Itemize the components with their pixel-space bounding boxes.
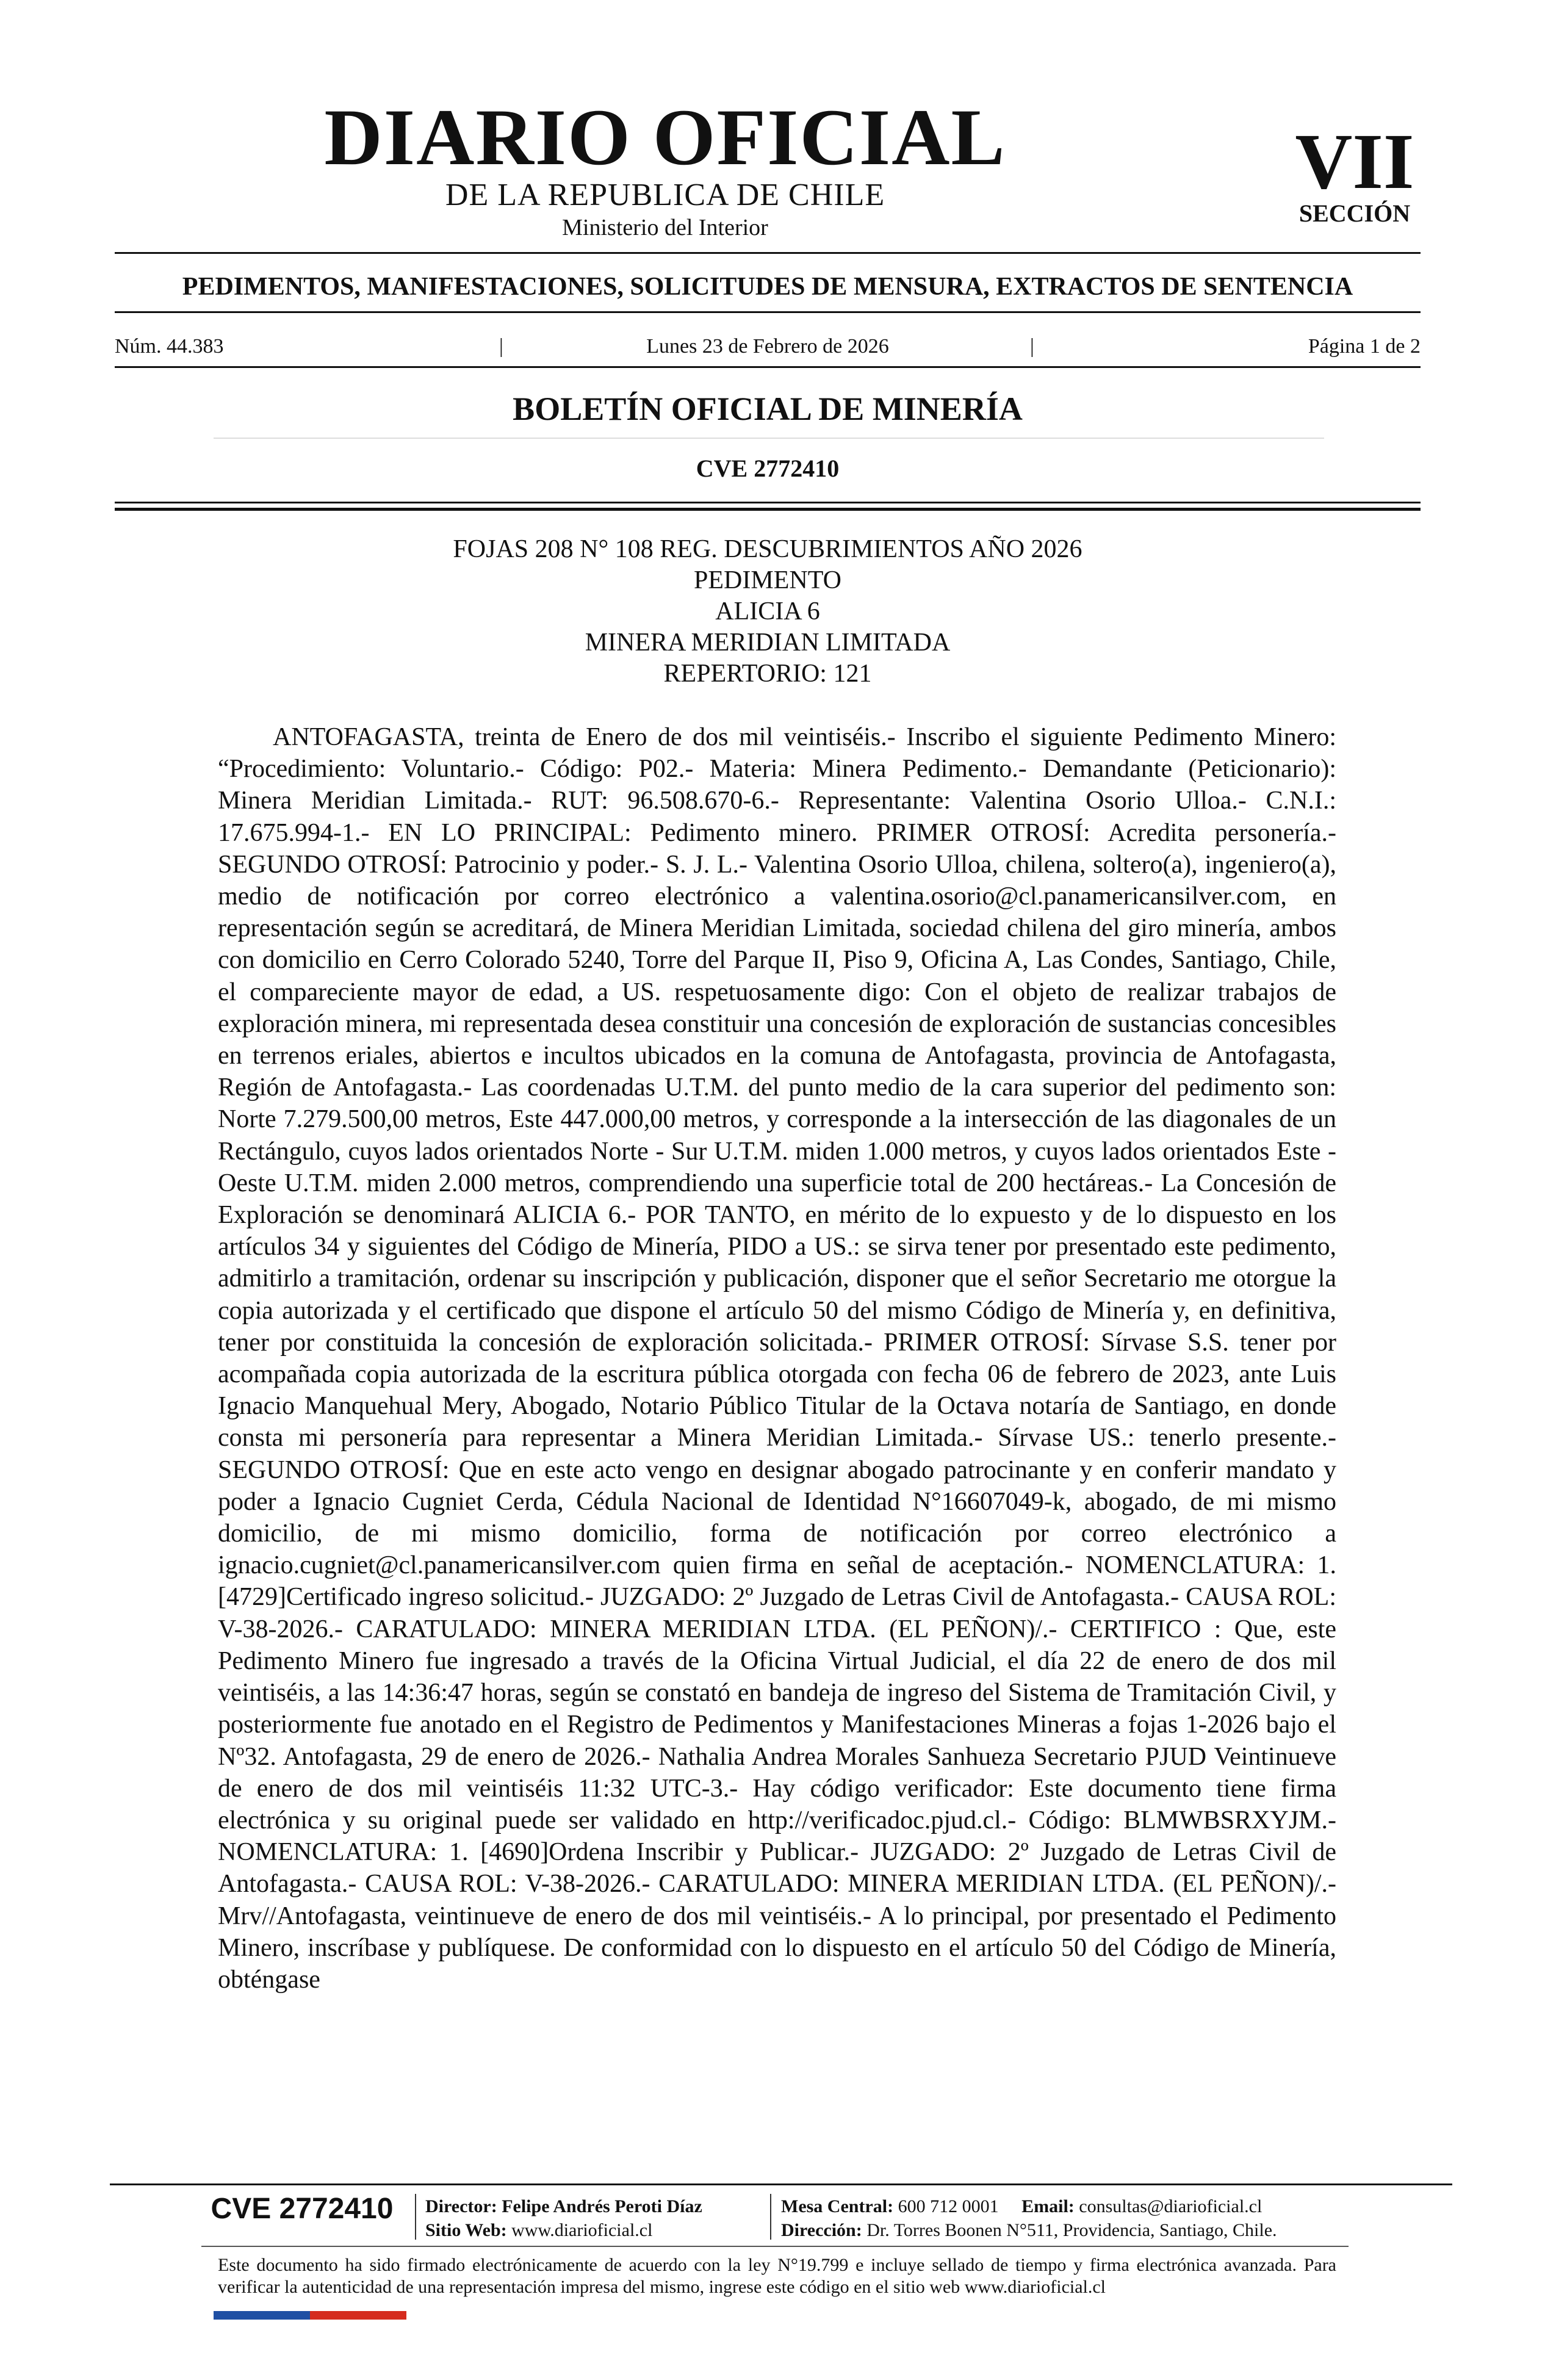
phone-label: Mesa Central: [781, 2196, 894, 2216]
info-rule [115, 366, 1421, 368]
ministry-label: Ministerio del Interior [562, 215, 768, 240]
website-link[interactable]: www.diarioficial.cl [511, 2220, 653, 2240]
page-indicator: Página 1 de 2 [1308, 335, 1421, 358]
filing-heading [115, 534, 1421, 690]
bulletin-divider [214, 438, 1324, 439]
email-label: Email: [1021, 2196, 1075, 2216]
phone-number: 600 712 0001 [898, 2196, 999, 2216]
section-banner: PEDIMENTOS, MANIFESTACIONES, SOLICITUDES DE MENSURA, EXTRACTOS DE SENTENCIA [182, 273, 1353, 301]
footer-cve-code: CVE 2772410 [211, 2193, 394, 2225]
electronic-signature-note: Este documento ha sido firmado electrónicamente de acuerdo con la ley N°19.799 e incluye sellado de tiempo y firma electrónica avanzada. Para verificar la autenticidad de una representación impresa del mismo, ingrese este código en el sitio web www.diarioficial.cl [218, 2255, 1336, 2297]
email-link[interactable]: consultas@diarioficial.cl [1079, 2196, 1262, 2216]
info-separator: | [499, 335, 503, 358]
newspaper-subtitle: DE LA REPUBLICA DE CHILE [445, 178, 885, 212]
filing-body-text: ANTOFAGASTA, treinta de Enero de dos mil veintiséis.- Inscribo el siguiente Pedimento Minero: “Procedimiento: Voluntario.- Código: P02.- Materia: Minera Pedimento.- Demandante (Peticionario): Minera Meridian Limitada.- RUT: 96.508.670-6.- Representante: Valentina Osorio Ulloa.- C.N.I.: 17.675.994-1.- EN LO PRINCIPAL: Pedimento minero. PRIMER OTROSÍ: Acredita personería.- SEGUNDO OTROSÍ: Patrocinio y poder.- S. J. L.- Valentina Osorio Ulloa, chilena, soltero(a), ingeniero(a), medio de notificación por correo electrónico a valentina.osorio@cl.panamericansilver.com, en representación según se acreditará, de Minera Meridian Limitada, sociedad chilena del giro minería, ambos con domicilio en Cerro Colorado 5240, Torre del Parque II, Piso 9, Oficina A, Las Condes, Santiago, Chile, el compareciente mayor de edad, a US. respetuosamente digo: Con el objeto de realizar trabajos de exploración minera, mi representada desea constituir una concesión de exploración de sustancias concesibles en terrenos eriales, abiertos e incultos ubicados en la comuna de Antofagasta, provincia de Antofagasta, Región de Antofagasta.- Las coordenadas U.T.M. del punto medio de la cara superior del pedimento son: Norte 7.279.500,00 metros, Este 447.000,00 metros, y corresponde a la intersección de las diagonales de un Rectángulo, cuyos lados orientados Norte - Sur U.T.M. miden 1.000 metros, y cuyos lados orientados Este - Oeste U.T.M. miden 2.000 metros, comprendiendo una superficie total de 200 hectáreas.- La Concesión de Exploración se denominará ALICIA 6.- POR TANTO, en mérito de lo expuesto y de lo dispuesto en los artículos 34 y siguientes del Código de Minería, PIDO a US.: se sirva tener por presentado este pedimento, admitirlo a tramitación, ordenar su inscripción y publicación, disponer que el señor Secretario me otorgue la copia autorizada y el certificado que dispone el artículo 50 del mismo Código de Minería y, en definitiva, tener por constituida la concesión de exploración solicitada.- PRIMER OTROSÍ: Sírvase S.S. tener por acompañada copia autorizada de la escritura pública otorgada con fecha 06 de febrero de 2023, ante Luis Ignacio Manquehual Mery, Abogado, Notario Público Titular de la Octava notaría de Santiago, en donde consta mi personería para representar a Minera Meridian Limitada.- Sírvase US.: tenerlo presente.- SEGUNDO OTROSÍ: Que en este acto vengo en designar abogado patrocinante y en conferir mandato y poder a Ignacio Cugniet Cerda, Cédula Nacional de Identidad N°16607049-k, abogado, de mi mismo domicilio, de mi mismo domicilio, forma de notificación por correo electrónico a ignacio.cugniet@cl.panamericansilver.com quien firma en señal de aceptación.- NOMENCLATURA: 1. [4729]Certificado ingreso solicitud.- JUZGADO: 2º Juzgado de Letras Civil de Antofagasta.- CAUSA ROL: V-38-2026.- CARATULADO: MINERA MERIDIAN LTDA. (EL PEÑON)/.- CERTIFICO : Que, este Pedimento Minero fue ingresado a través de la Oficina Virtual Judicial, el día 22 de enero de dos mil veintiséis, a las 14:36:47 horas, según se constató en bandeja de ingreso del Sistema de Tramitación Civil, y posteriormente fue anotado en el Registro de Pedimentos y Manifestaciones Mineras a fojas 1-2026 bajo el Nº32. Antofagasta, 29 de enero de 2026.- Nathalia Andrea Morales Sanhueza Secretario PJUD Veintinueve de enero de dos mil veintiséis 11:32 UTC-3.- Hay código verificador: Este documento tiene firma electrónica y su original puede ser validado en http://verificadoc.pjud.cl.- Código: BLMWBSRXYJM.- NOMENCLATURA: 1. [4690]Ordena Inscribir y Publicar.- JUZGADO: 2º Juzgado de Letras Civil de Antofagasta.- CAUSA ROL: V-38-2026.- CARATULADO: MINERA MERIDIAN LTDA. (EL PEÑON)/.- Mrv//Antofagasta, veintinueve de enero de dos mil veintiséis.- A lo principal, por presentado el Pedimento Minero, inscríbase y publíquese. De conformidad con lo dispuesto en el artículo 50 del Código de Minería, obténgase [218, 723, 1336, 1994]
info-separator: | [1030, 335, 1034, 358]
section-number: VII [1295, 118, 1414, 206]
newspaper-title: DIARIO OFICIAL [324, 92, 1006, 182]
heading-line: REPERTORIO: 121 [663, 660, 872, 688]
footer-thin-rule [201, 2246, 1349, 2247]
heading-line: MINERA MERIDIAN LIMITADA [585, 629, 951, 657]
cve-rule-lower [115, 508, 1421, 511]
heading-line: FOJAS 208 N° 108 REG. DESCUBRIMIENTOS AÑO 2026 [453, 535, 1082, 563]
website-label: Sitio Web: [425, 2220, 507, 2240]
heading-line: PEDIMENTO [694, 566, 841, 594]
section-label: SECCIÓN [1298, 200, 1411, 227]
footer-director-block [425, 2194, 702, 2242]
bulletin-title: BOLETÍN OFICIAL DE MINERÍA [513, 391, 1023, 427]
issue-date: Lunes 23 de Febrero de 2026 [646, 335, 889, 358]
flag-red-segment [310, 2311, 406, 2320]
director-name: Felipe Andrés Peroti Díaz [502, 2196, 702, 2216]
footer-rule [110, 2183, 1452, 2185]
director-label: Director: [425, 2196, 497, 2216]
heading-line: ALICIA 6 [715, 597, 820, 626]
footer-divider [770, 2194, 771, 2240]
issue-info-row [115, 331, 1421, 362]
address-label: Dirección: [781, 2220, 862, 2240]
issue-number: Núm. 44.383 [115, 335, 224, 358]
cve-code: CVE 2772410 [696, 455, 840, 482]
footer-contact-block [781, 2194, 1277, 2242]
masthead-rule [115, 252, 1421, 254]
chile-flag-bar [214, 2311, 406, 2320]
banner-rule [115, 311, 1421, 313]
footer-divider [415, 2194, 416, 2240]
flag-blue-segment [214, 2311, 310, 2320]
address-value: Dr. Torres Boonen N°511, Providencia, Santiago, Chile. [866, 2220, 1277, 2240]
cve-rule-upper [115, 502, 1421, 503]
masthead [110, 92, 1422, 250]
